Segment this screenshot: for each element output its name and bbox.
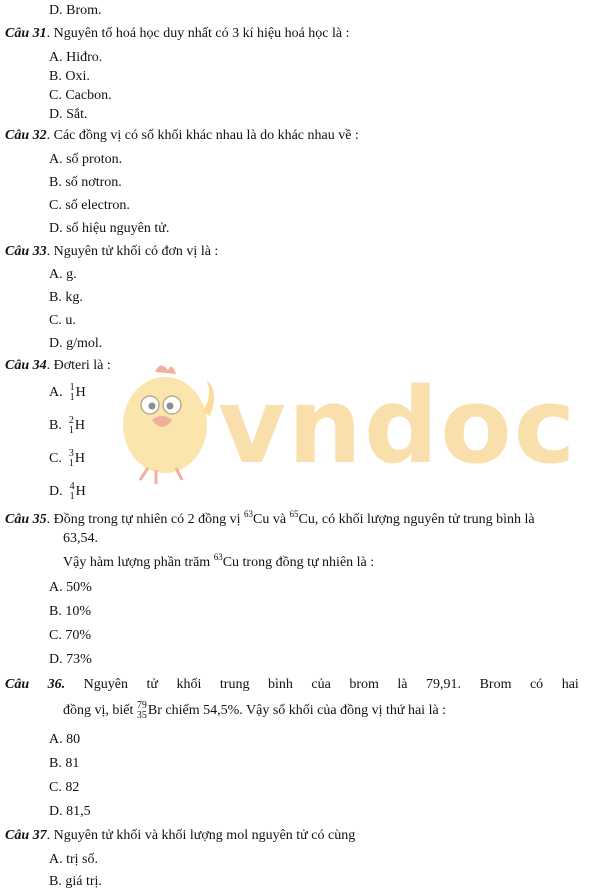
word: bình <box>267 677 293 692</box>
element-symbol: Cu <box>298 512 315 527</box>
q31-option-c: C. Cacbon. <box>49 88 112 103</box>
question-text: Vậy hàm lượng phần trăm <box>63 555 214 570</box>
question-label: Câu 31 <box>5 26 47 41</box>
q33-option-b: B. kg. <box>49 290 83 305</box>
q31-option-a: A. Hiđro. <box>49 50 103 65</box>
word: Nguyên <box>83 677 128 692</box>
q35-option-c: C. 70% <box>49 628 91 643</box>
q36-option-a: A. 80 <box>49 732 81 747</box>
question-text: . Nguyên tử khối và khối lượng mol nguyên tử có cùng <box>46 828 356 843</box>
question-label: Câu <box>5 677 30 692</box>
nuclide-notation <box>69 449 85 469</box>
q33-option-d: D. g/mol. <box>49 336 103 351</box>
vndoc-wordmark: vndoc <box>218 365 578 487</box>
q35-option-d: D. 73% <box>49 652 92 667</box>
word: khối <box>176 677 202 692</box>
mass-number: 1 <box>69 382 75 393</box>
question-label: Câu 33 <box>5 244 47 259</box>
element-symbol: H <box>75 484 86 500</box>
word: trung <box>219 677 250 692</box>
question-text: . Đơteri là : <box>46 358 111 373</box>
q31-option-b: B. Oxi. <box>49 69 90 84</box>
isotope-mass: 63 <box>213 552 223 562</box>
q32-option-d: D. số hiệu nguyên tử. <box>49 221 170 236</box>
question-34 <box>5 357 111 375</box>
atomic-number: 35 <box>136 710 147 721</box>
question-text: . Nguyên tử khối có đơn vị là : <box>46 244 219 259</box>
question-text: chiếm 54,5%. Vậy số khối của đồng vị thứ hai là : <box>161 703 447 719</box>
question-text: đồng vị, biết <box>63 703 137 719</box>
word: brom <box>349 677 379 692</box>
q35-subquestion <box>63 554 374 572</box>
q35-continuation: 63,54. <box>63 531 98 546</box>
atomic-number: 1 <box>68 458 74 469</box>
isotope-mass: 65 <box>289 509 299 519</box>
q36-option-c: C. 82 <box>49 780 80 795</box>
option-letter: C. <box>49 451 62 467</box>
element-symbol: Cu <box>252 512 270 527</box>
question-text: trong đồng tự nhiên là : <box>239 555 375 570</box>
question-label: Câu 37 <box>5 828 47 843</box>
chick-mascot-icon <box>123 365 214 484</box>
q34-option-a <box>49 383 86 403</box>
question-37 <box>5 827 355 845</box>
element-symbol: H <box>74 418 85 434</box>
mass-number: 3 <box>68 448 74 459</box>
question-text: . Nguyên tố hoá học duy nhất có 3 kí hiệu hoá học là : <box>46 26 350 41</box>
element-symbol: Br <box>147 703 162 719</box>
element-symbol: Cu <box>222 555 240 570</box>
q33-option-c: C. u. <box>49 313 76 328</box>
q31-option-d: D. Sắt. <box>49 107 88 122</box>
q36-option-d: D. 81,5 <box>49 804 91 819</box>
isotope-mass: 63 <box>243 509 253 519</box>
nuclide-notation <box>70 383 86 403</box>
vndoc-watermark-logo <box>110 350 578 490</box>
question-31 <box>5 25 350 43</box>
mass-number: 2 <box>68 415 74 426</box>
atomic-number: 1 <box>69 491 75 502</box>
q35-option-b: B. 10% <box>49 604 91 619</box>
q36-continuation <box>63 701 446 721</box>
question-32 <box>5 127 359 145</box>
mass-number: 4 <box>69 481 75 492</box>
question-33 <box>5 243 218 261</box>
word: có <box>529 677 544 692</box>
word: hai <box>561 677 579 692</box>
mass-number: 79 <box>136 700 147 711</box>
nuclide-notation <box>137 701 162 721</box>
question-label: Câu 32 <box>5 128 47 143</box>
question-36 <box>5 676 579 694</box>
q36-option-b: B. 81 <box>49 756 80 771</box>
q32-option-a: A. số proton. <box>49 152 123 167</box>
question-text: . Đồng trong tự nhiên có 2 đồng vị <box>46 512 244 527</box>
question-number: 36. <box>47 677 66 692</box>
q37-option-a: A. trị số. <box>49 852 98 867</box>
nuclide-notation <box>70 482 86 502</box>
q34-option-b <box>49 416 85 436</box>
q37-option-b: B. giá trị. <box>49 874 102 889</box>
q32-option-b: B. số nơtron. <box>49 175 122 190</box>
question-text: . Các đồng vị có số khối khác nhau là do khác nhau về : <box>46 128 359 143</box>
q33-option-a: A. g. <box>49 267 77 282</box>
option-letter: B. <box>49 418 62 434</box>
nuclide-notation <box>69 416 85 436</box>
word: tử <box>146 677 158 692</box>
atomic-number: 1 <box>68 425 74 436</box>
word: là <box>397 677 408 692</box>
option-letter: D. <box>49 484 63 500</box>
question-35 <box>5 511 535 529</box>
element-symbol: H <box>74 451 85 467</box>
word: của <box>311 677 331 692</box>
word: Brom <box>479 677 512 692</box>
question-label: Câu 34 <box>5 358 47 373</box>
question-text: , có khối lượng nguyên tử trung bình là <box>314 512 535 527</box>
option-letter: A. <box>49 385 63 401</box>
q34-option-d <box>49 482 86 502</box>
word: 79,91. <box>426 677 462 692</box>
q34-option-c <box>49 449 85 469</box>
question-label: Câu 35 <box>5 512 47 527</box>
atomic-number: 1 <box>69 392 75 403</box>
element-symbol: H <box>75 385 86 401</box>
q35-option-a: A. 50% <box>49 580 92 595</box>
question-text: và <box>269 512 290 527</box>
q30-option-d: D. Brom. <box>49 3 102 18</box>
q32-option-c: C. số electron. <box>49 198 130 213</box>
